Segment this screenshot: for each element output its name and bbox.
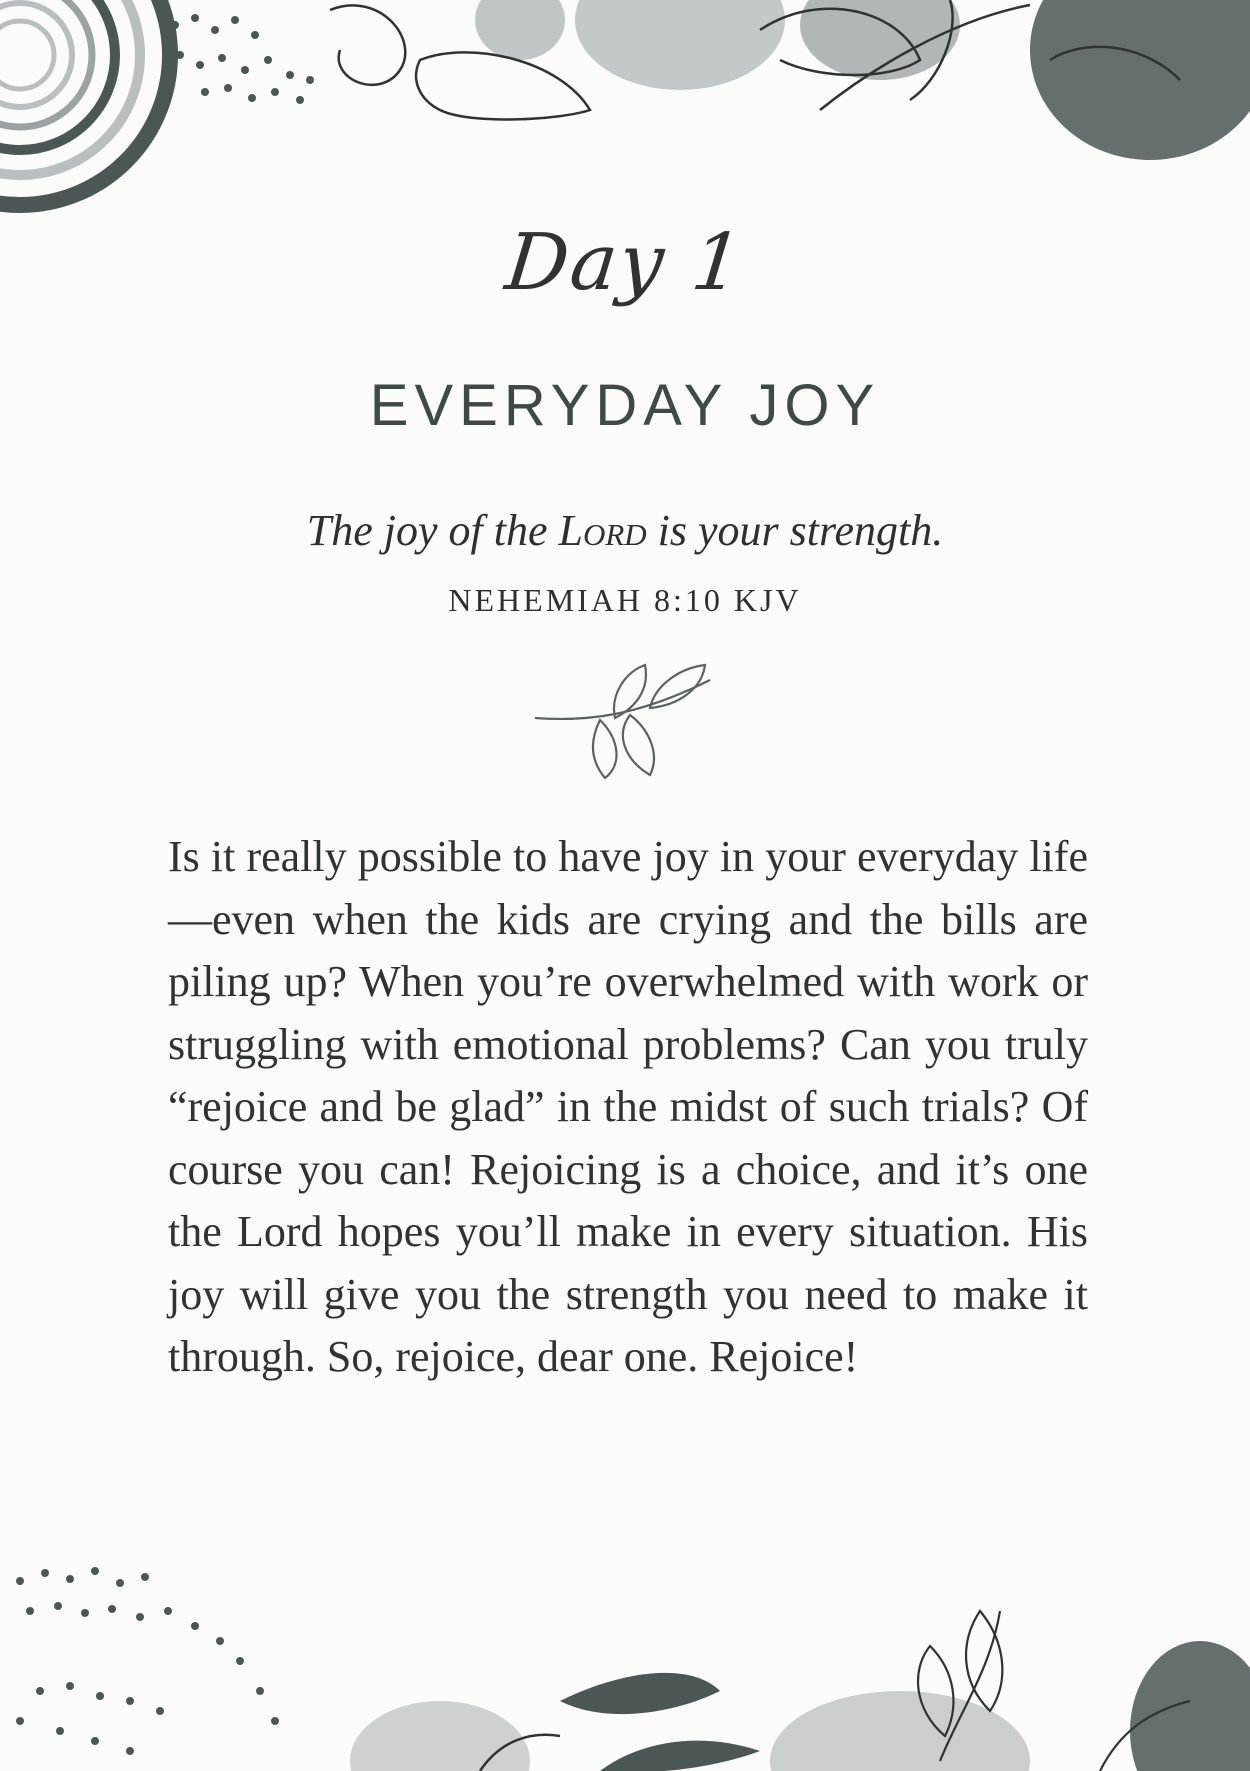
bottom-floral-decoration — [0, 1551, 1250, 1771]
verse-lord: Lord — [558, 506, 647, 555]
verse-text-end: is your strength. — [646, 506, 944, 555]
leaf-sprig-icon — [530, 660, 720, 785]
scripture-reference: NEHEMIAH 8:10 KJV — [448, 582, 802, 618]
top-floral-decoration — [0, 0, 1250, 240]
scripture-verse — [0, 505, 1250, 556]
page-title: EVERYDAY JOY — [369, 373, 881, 438]
verse-text-start: The joy of the — [306, 506, 559, 555]
devotion-body: Is it really possible to have joy in your everyday life—even when the kids are crying and the bills are piling up? When you’re overwhelmed with work or struggling with emotional problems? Can you truly “rejoice and be glad” in the midst of such trials? Of course you can! Rejoicing is a choice, and it’s one the Lord hopes you’ll make in every situation. His joy will give you the strength you need to make it through. So, rejoice, dear one. Rejoice! — [168, 832, 1088, 1381]
day-label: Day 1 — [501, 218, 749, 308]
